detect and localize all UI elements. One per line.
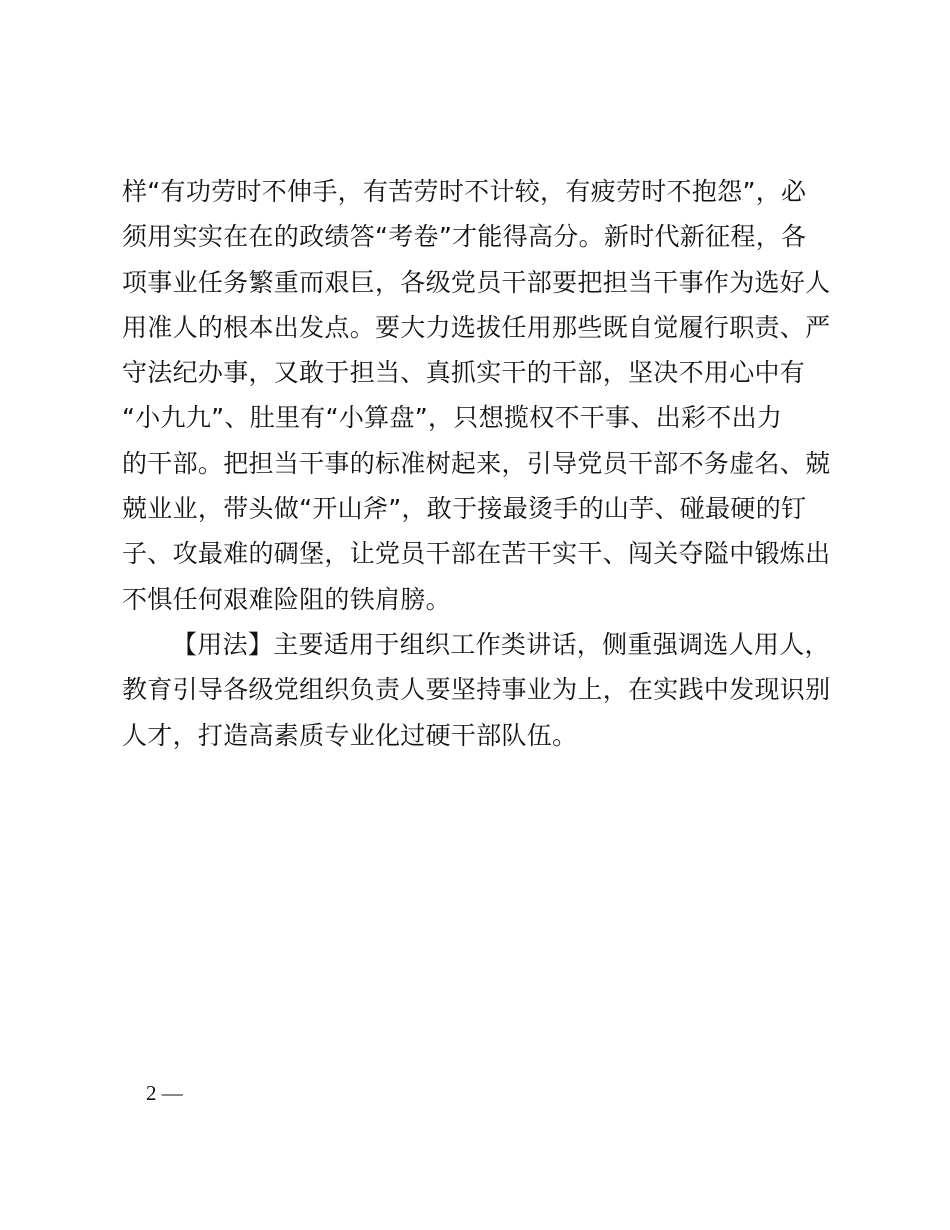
page-number: 2 — (146, 1081, 183, 1105)
paragraph-2-line: 【用法】主要适用于组织工作类讲话，侧重强调选人用人， (172, 629, 830, 659)
paragraph-1-line: 不惧任何艰难险阻的铁肩膀。 (122, 584, 451, 614)
paragraph-1-line: 子、攻最难的碉堡，让党员干部在苦干实干、闯关夺隘中锻炼出 (122, 539, 831, 569)
paragraph-1-line: 兢业业，带头做“开山斧”，敢于接最烫手的山芋、碰最硬的钉 (122, 494, 807, 524)
paragraph-1-line: 须用实实在在的政绩答“考卷”才能得高分。新时代新征程，各 (122, 222, 807, 252)
paragraph-1-line: 用准人的根本出发点。要大力选拔任用那些既自觉履行职责、严 (122, 312, 831, 342)
paragraph-2-line: 教育引导各级党组织负责人要坚持事业为上，在实践中发现识别 (122, 675, 831, 705)
paragraph-1-line: 的干部。把担当干事的标准树起来，引导党员干部不务虚名、兢 (122, 448, 831, 478)
paragraph-1-line: “小九九”、肚里有“小算盘”，只想揽权不干事、出彩不出力 (122, 403, 783, 433)
paragraph-2-line: 人才，打造高素质专业化过硬干部队伍。 (122, 720, 578, 750)
paragraph-1-line: 项事业任务繁重而艰巨，各级党员干部要把担当干事作为选好人 (122, 267, 831, 297)
paragraph-1-line: 样“有功劳时不伸手，有苦劳时不计较，有疲劳时不抱怨”，必 (122, 177, 807, 206)
paragraph-1-line: 守法纪办事，又敢于担当、真抓实干的干部，坚决不用心中有 (122, 358, 806, 388)
document-body (122, 169, 842, 758)
